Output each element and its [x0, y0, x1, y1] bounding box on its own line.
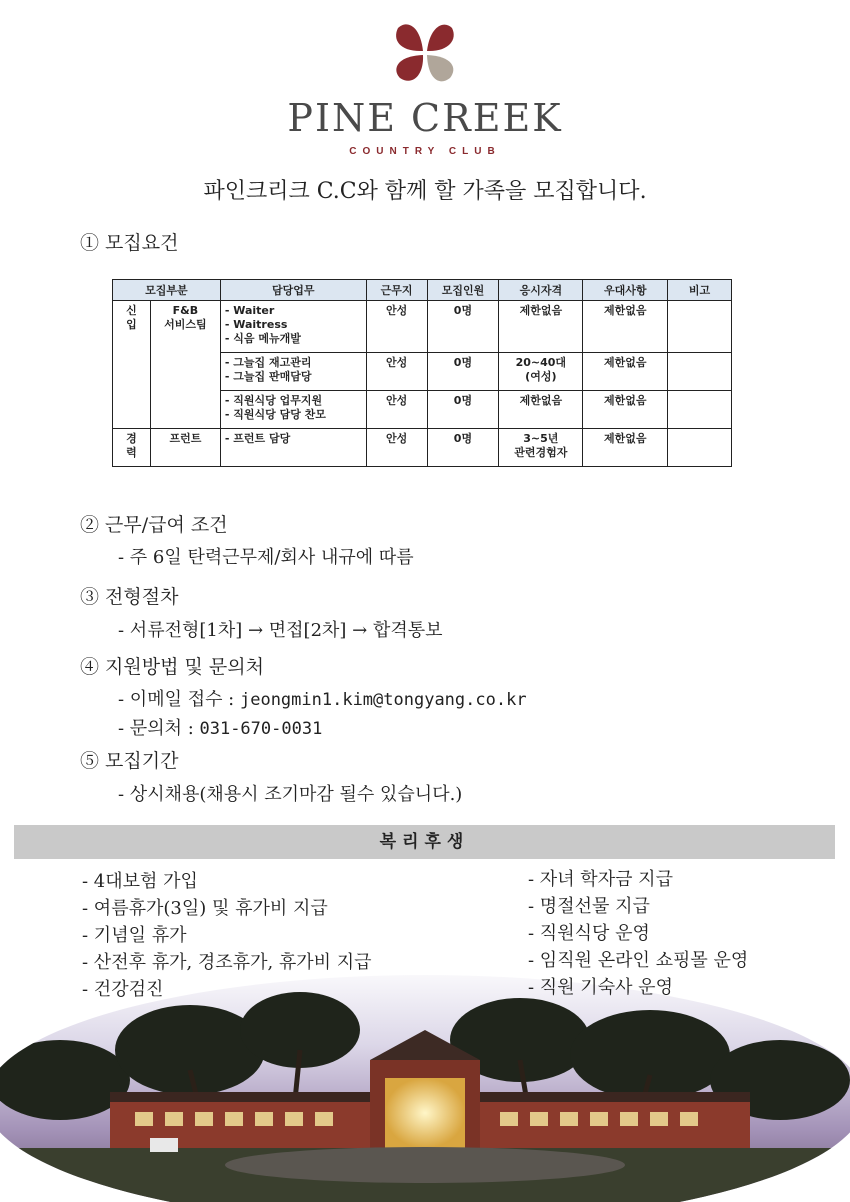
team-cell-front: 프런트	[150, 429, 220, 467]
list-item: - 기념일 휴가	[82, 925, 187, 946]
flower-logo-icon	[390, 18, 460, 88]
table-header: 모집부분	[113, 280, 221, 301]
phone-label: - 문의처 :	[118, 718, 200, 739]
list-item: - 직원 기숙사 운영	[528, 977, 673, 998]
list-item: - 직원식당 운영	[528, 923, 650, 944]
table-header: 근무지	[366, 280, 427, 301]
section-title-process: ③ 전형절차	[80, 586, 179, 608]
note-cell	[668, 301, 732, 353]
qual-cell: 제한없음	[499, 301, 583, 353]
list-item: - 명절선물 지급	[528, 896, 650, 917]
table-header: 담당업무	[220, 280, 366, 301]
section-title-period: ⑤ 모집기간	[80, 750, 179, 772]
place-cell: 안성	[366, 353, 427, 391]
group-cell-exp: 경 력	[113, 429, 151, 467]
email-label: - 이메일 접수 :	[118, 689, 240, 710]
table-header: 응시자격	[499, 280, 583, 301]
phone-line	[118, 714, 322, 740]
pref-cell: 제한없음	[583, 429, 668, 467]
pref-cell: 제한없음	[583, 301, 668, 353]
welfare-list-left	[82, 868, 372, 1003]
brand-subtitle: COUNTRY CLUB	[349, 146, 501, 157]
duty-cell: - 프런트 담당	[220, 429, 366, 467]
welfare-list-right	[528, 866, 748, 1001]
count-cell: 0명	[427, 353, 499, 391]
note-cell	[668, 353, 732, 391]
list-item: - 산전후 휴가, 경조휴가, 휴가비 지급	[82, 952, 372, 973]
list-item: - 4대보험 가입	[82, 871, 198, 892]
list-item: - 건강검진	[82, 979, 164, 1000]
logo	[0, 18, 850, 92]
process-line: - 서류전형[1차] → 면접[2차] → 합격통보	[118, 620, 443, 641]
list-item: - 임직원 온라인 쇼핑몰 운영	[528, 950, 749, 971]
phone-number: 031-670-0031	[199, 719, 323, 739]
table-header-row	[113, 280, 732, 301]
duty-cell: - 직원식당 업무지원 - 직원식당 담당 찬모	[220, 391, 366, 429]
team-cell-fb: F&B 서비스팀	[150, 301, 220, 429]
count-cell: 0명	[427, 429, 499, 467]
qual-cell: 20~40대 (여성)	[499, 353, 583, 391]
table-row	[113, 301, 732, 353]
qual-cell: 제한없음	[499, 391, 583, 429]
email-link[interactable]: jeongmin1.kim@tongyang.co.kr	[239, 690, 527, 710]
duty-cell: - 그늘집 재고관리 - 그늘집 판매담당	[220, 353, 366, 391]
email-line	[118, 685, 527, 711]
table-header: 비고	[668, 280, 732, 301]
list-item: - 여름휴가(3일) 및 휴가비 지급	[82, 898, 328, 919]
section-title-requirements: ① 모집요건	[80, 232, 179, 254]
period-line: - 상시채용(채용시 조기마감 될수 있습니다.)	[118, 784, 463, 805]
pref-cell: 제한없음	[583, 353, 668, 391]
place-cell: 안성	[366, 301, 427, 353]
requirements-table	[112, 279, 732, 467]
place-cell: 안성	[366, 429, 427, 467]
place-cell: 안성	[366, 391, 427, 429]
qual-cell: 3~5년 관련경험자	[499, 429, 583, 467]
section-title-apply: ④ 지원방법 및 문의처	[80, 656, 264, 678]
section-title-conditions: ② 근무/급여 조건	[80, 514, 228, 536]
welfare-title-bar: 복리후생	[14, 825, 835, 859]
count-cell: 0명	[427, 391, 499, 429]
table-row	[113, 429, 732, 467]
group-cell-new: 신 입	[113, 301, 151, 429]
brand-name: PINE CREEK	[287, 96, 563, 140]
table-header: 우대사항	[583, 280, 668, 301]
count-cell: 0명	[427, 301, 499, 353]
page-title: 파인크리크 C.C와 함께 할 가족을 모집합니다.	[203, 179, 647, 204]
table-header: 모집인원	[427, 280, 499, 301]
duty-cell: - Waiter - Waitress - 식음 메뉴개발	[220, 301, 366, 353]
pref-cell: 제한없음	[583, 391, 668, 429]
conditions-line: - 주 6일 탄력근무제/회사 내규에 따름	[118, 547, 414, 568]
list-item: - 자녀 학자금 지급	[528, 869, 673, 890]
note-cell	[668, 429, 732, 467]
note-cell	[668, 391, 732, 429]
